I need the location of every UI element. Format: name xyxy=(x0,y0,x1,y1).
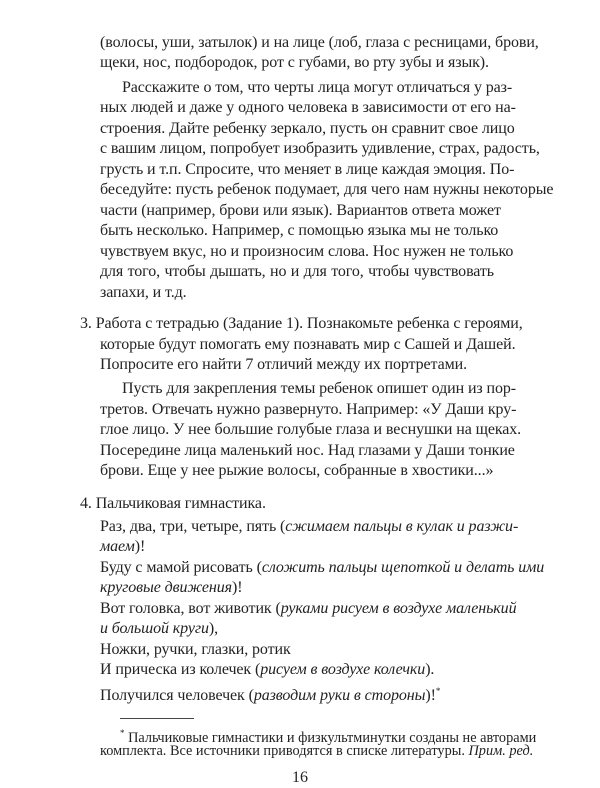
text-line: строения. Дайте ребенку зеркало, пусть он сравнит свое лицо xyxy=(100,119,515,137)
text-line: ных людей и даже у одного человека в зависимости от его на- xyxy=(100,99,516,117)
text-line: Расскажите о том, что черты лица могут отличаться у раз- xyxy=(122,78,513,96)
text-line: грусть и т.п. Спросите, что меняет в лице каждая эмоция. По- xyxy=(100,160,515,178)
text-line: щеки, нос, подбородок, рот с губами, во рту зубы и язык). xyxy=(100,53,489,71)
poem-line: и большой круги), xyxy=(100,620,219,638)
poem-line: И прическа из колечек (рисуем в воздухе колечки). xyxy=(100,661,435,679)
text-line: которые будут помогать ему познавать мир с Сашей и Дашей. xyxy=(100,335,516,353)
text-line: глое лицо. У нее большие голубые глаза и веснушки на щеках. xyxy=(100,421,522,439)
list-item-3: 3. Работа с тетрадью (Задание 1). Познакомьте ребенка с героями, xyxy=(80,315,523,333)
text-line: (волосы, уши, затылок) и на лице (лоб, глаза с ресницами, брови, xyxy=(100,34,539,52)
text-line: Попросите его найти 7 отличий между их портретами. xyxy=(100,356,468,374)
poem-line: Буду с мамой рисовать (сложить пальцы щепоткой и делать ими xyxy=(100,558,545,576)
text-line: быть несколько. Например, с помощью языка мы не только xyxy=(100,222,499,240)
poem-line: Ножки, ручки, глазки, ротик xyxy=(100,640,291,658)
footnote-line: * Пальчиковые гимнастики и физкультминутки созданы не авторами xyxy=(120,728,537,747)
footnote-divider xyxy=(120,718,194,719)
text-line: части (например, брови или язык). Вариантов ответа может xyxy=(100,201,501,219)
poem-line: круговые движения)! xyxy=(100,579,243,597)
poem-line: Раз, два, три, четыре, пять (сжимаем пальцы в кулак и разжи- xyxy=(100,517,519,535)
poem-line: Вот головка, вот животик (руками рисуем в воздухе маленький xyxy=(100,599,517,617)
text-line: беседуйте: пусть ребенок подумает, для чего нам нужны некоторые xyxy=(100,181,554,199)
poem-line: Получился человечек (разводим руки в стороны)!* xyxy=(100,685,441,704)
text-line: для того, чтобы дышать, но и для того, чтобы чувствовать xyxy=(100,263,494,281)
text-line: брови. Еще у нее рыжие волосы, собранные в хвостики...» xyxy=(100,462,494,480)
page-number: 16 xyxy=(292,769,308,787)
text-line: запахи, и т.д. xyxy=(100,283,187,301)
text-line: Пусть для закрепления темы ребенок опишет один из пор- xyxy=(122,380,517,398)
list-item-4: 4. Пальчиковая гимнастика. xyxy=(80,494,266,512)
text-line: третов. Отвечать нужно развернуто. Например: «У Даши кру- xyxy=(100,400,517,418)
footnote-line: комплекта. Все источники приводятся в списке литературы. Прим. ред. xyxy=(100,743,534,760)
text-line: чувствуем вкус, но и произносим слова. Нос нужен не только xyxy=(100,242,514,260)
poem-line: маем)! xyxy=(100,538,146,556)
text-line: с вашим лицом, попробует изобразить удивление, страх, радость, xyxy=(100,140,540,158)
text-line: Посередине лица маленький нос. Над глазами у Даши тонкие xyxy=(100,441,515,459)
